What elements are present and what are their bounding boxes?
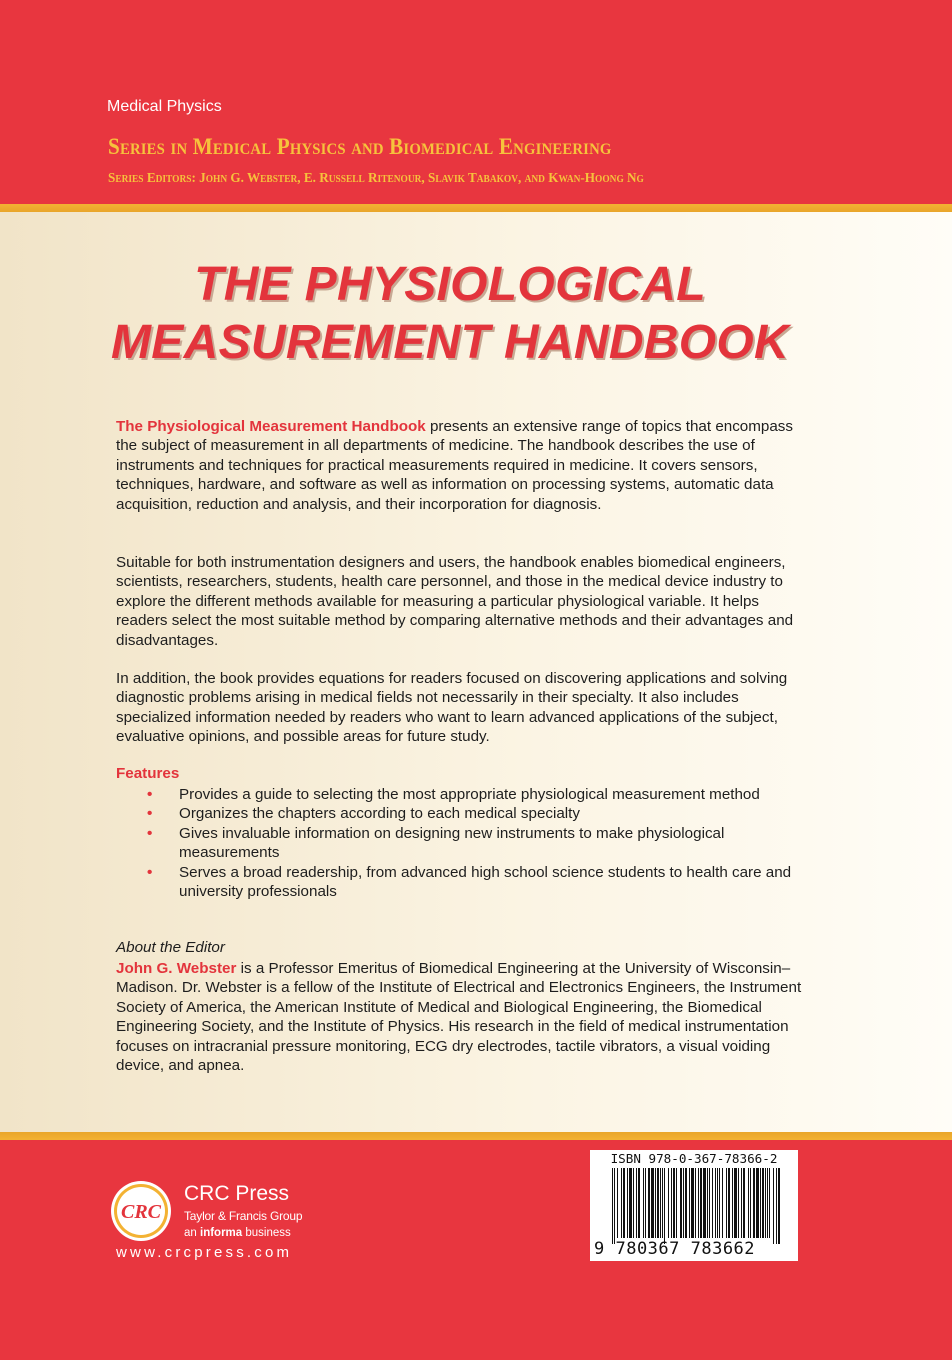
- description-paragraph-1: [116, 417, 806, 514]
- barcode-bar: [778, 1168, 780, 1244]
- barcode-bar: [707, 1168, 708, 1238]
- barcode-bar: [638, 1168, 640, 1238]
- features-heading: Features: [116, 765, 180, 782]
- ean-digits: 9 780367 783662: [594, 1239, 756, 1259]
- barcode-bar: [726, 1168, 727, 1238]
- barcode-bar: [776, 1168, 777, 1244]
- crc-logo-text: CRC: [120, 1201, 162, 1223]
- barcode-bar: [645, 1168, 646, 1238]
- publisher-informa: [184, 1227, 291, 1239]
- feature-item: [116, 785, 796, 804]
- publisher-website: www.crcpress.com: [116, 1244, 293, 1261]
- barcode-bar: [732, 1168, 733, 1238]
- barcode-bar: [762, 1168, 764, 1238]
- barcode-bar: [621, 1168, 622, 1238]
- barcode-bar: [719, 1168, 720, 1238]
- barcode-bar: [689, 1168, 690, 1238]
- barcode-bar: [760, 1168, 761, 1238]
- book-title-line-2: MEASUREMENT HANDBOOK: [111, 316, 789, 369]
- barcode-bar: [627, 1168, 628, 1238]
- barcode-bar: [769, 1168, 770, 1238]
- barcode-bar: [614, 1168, 615, 1244]
- publisher-group: Taylor & Francis Group: [184, 1209, 303, 1223]
- barcode-bar: [680, 1168, 682, 1238]
- barcode-bar: [660, 1168, 661, 1238]
- bullet-icon: •: [147, 805, 153, 823]
- description-paragraph-3: In addition, the book provides equations for readers focused on discovering applications and solving diagnostic problems arising in medical fields not necessarily in their specialty. It also includes specialized information needed by readers who want to learn advanced applications of the subject, evaluative opinions, and possible areas for future study.: [116, 670, 788, 746]
- informa-word: informa: [200, 1227, 243, 1239]
- about-editor-heading: About the Editor: [116, 939, 225, 956]
- barcode-bar: [750, 1168, 751, 1238]
- barcode-bar: [728, 1168, 730, 1238]
- book-title: [0, 256, 900, 372]
- bullet-icon: •: [147, 824, 153, 842]
- barcode-bar: [773, 1168, 774, 1244]
- informa-suffix: business: [242, 1227, 291, 1239]
- series-title: Series in Medical Physics and Biomedical Engineering: [108, 134, 612, 159]
- barcode-bar: [748, 1168, 749, 1238]
- barcode-bar: [756, 1168, 759, 1238]
- bullet-icon: •: [147, 786, 153, 803]
- top-gold-rule: [0, 204, 952, 212]
- barcode-bar: [636, 1168, 637, 1238]
- barcode-bar: [676, 1168, 677, 1238]
- feature-text: Gives invaluable information on designing new instruments to make physiological measurements: [179, 824, 725, 862]
- bottom-gold-rule: [0, 1132, 952, 1140]
- barcode-bar: [700, 1168, 702, 1238]
- feature-item: [116, 804, 796, 823]
- barcode-bar: [664, 1168, 665, 1244]
- barcode-bar: [623, 1168, 625, 1238]
- barcode-bar: [695, 1168, 696, 1238]
- feature-text: Organizes the chapters according to each medical specialty: [179, 805, 580, 823]
- feature-item: [116, 824, 796, 863]
- barcode-bar: [717, 1168, 718, 1238]
- barcode-bar: [685, 1168, 687, 1238]
- editor-name: John G. Webster: [116, 960, 237, 977]
- barcode-bar: [712, 1168, 713, 1238]
- barcode-bar: [612, 1168, 613, 1244]
- barcode-bar: [691, 1168, 694, 1238]
- description-book-name: The Physiological Measurement Handbook: [116, 418, 426, 435]
- feature-text: Serves a broad readership, from advanced high school science students to health care and university professionals: [179, 863, 792, 901]
- barcode-bar: [767, 1168, 768, 1238]
- barcode-bar: [651, 1168, 654, 1238]
- barcode-bar: [738, 1168, 739, 1238]
- barcode-bar: [657, 1168, 659, 1238]
- series-editors: Series Editors: John G. Webster, E. Russell Ritenour, Slavik Tabakov, and Kwan-Hoong Ng: [108, 171, 644, 186]
- book-title-line-1: THE PHYSIOLOGICAL: [194, 258, 706, 311]
- features-list: [116, 785, 796, 901]
- barcode-bar: [617, 1168, 618, 1238]
- description-paragraph-2: Suitable for both instrumentation designers and users, the handbook enables biomedical engineers, scientists, researchers, students, health care personnel, and those in the medical device industry to explore the different methods available for measuring a particular physiological variable. It helps readers select the most suitable method by comparing alternative methods and their advantages and disadvantages.: [116, 554, 794, 649]
- isbn-number: ISBN 978-0-367-78366-2: [610, 1151, 778, 1166]
- barcode-bar: [753, 1168, 755, 1238]
- feature-text: Provides a guide to selecting the most appropriate physiological measurement method: [179, 786, 760, 803]
- crc-logo-icon: [110, 1180, 172, 1242]
- barcode-bar: [709, 1168, 710, 1238]
- barcode-bar: [673, 1168, 675, 1238]
- informa-prefix: an: [184, 1227, 200, 1239]
- barcode-bar: [655, 1168, 656, 1238]
- barcode-bar: [703, 1168, 706, 1238]
- barcode-bar: [671, 1168, 672, 1238]
- barcode-bar: [715, 1168, 716, 1238]
- barcode-bar: [698, 1168, 699, 1238]
- feature-item: [116, 863, 796, 902]
- description-paragraph-1-text: presents an extensive range of topics that encompass the subject of measurement in all departments of medicine. The handbook describes the use of instruments and techniques for practical measurements required in medicine. It covers sensors, techniques, hardware, and software as well as information on processing systems, automatic data acquisition, reduction and analysis, and their incorporation for diagnosis.: [116, 418, 793, 513]
- barcode-bar: [683, 1168, 684, 1238]
- barcode-bar: [668, 1168, 669, 1238]
- isbn-barcode: [590, 1150, 798, 1261]
- barcode-bars-icon: [612, 1168, 780, 1248]
- barcode-bar: [734, 1168, 737, 1238]
- barcode-bar: [643, 1168, 644, 1238]
- publisher-name: CRC Press: [184, 1182, 290, 1205]
- barcode-bar: [722, 1168, 723, 1238]
- barcode-bar: [741, 1168, 742, 1238]
- category-label: Medical Physics: [107, 98, 222, 115]
- barcode-bar: [662, 1168, 663, 1238]
- barcode-bar: [648, 1168, 650, 1238]
- barcode-bar: [629, 1168, 632, 1238]
- barcode-bar: [743, 1168, 745, 1238]
- bullet-icon: •: [147, 863, 153, 881]
- barcode-bar: [765, 1168, 766, 1238]
- barcode-bar: [633, 1168, 634, 1238]
- editor-bio: is a Professor Emeritus of Biomedical Engineering at the University of Wisconsin–Madison. Dr. Webster is a fellow of the Institute of Electrical and Electronics Engineers, the Instrument Society of America, the American Institute of Medical and Biological Engineering, the Biomedical Engineering Society, and the Institute of Physics. His research in the field of medical instrumentation focuses on intracranial pressure monitoring, ECG dry electrodes, tactile vibrators, a visual voiding device, and apnea.: [116, 960, 802, 1075]
- about-editor-text: [116, 959, 806, 1075]
